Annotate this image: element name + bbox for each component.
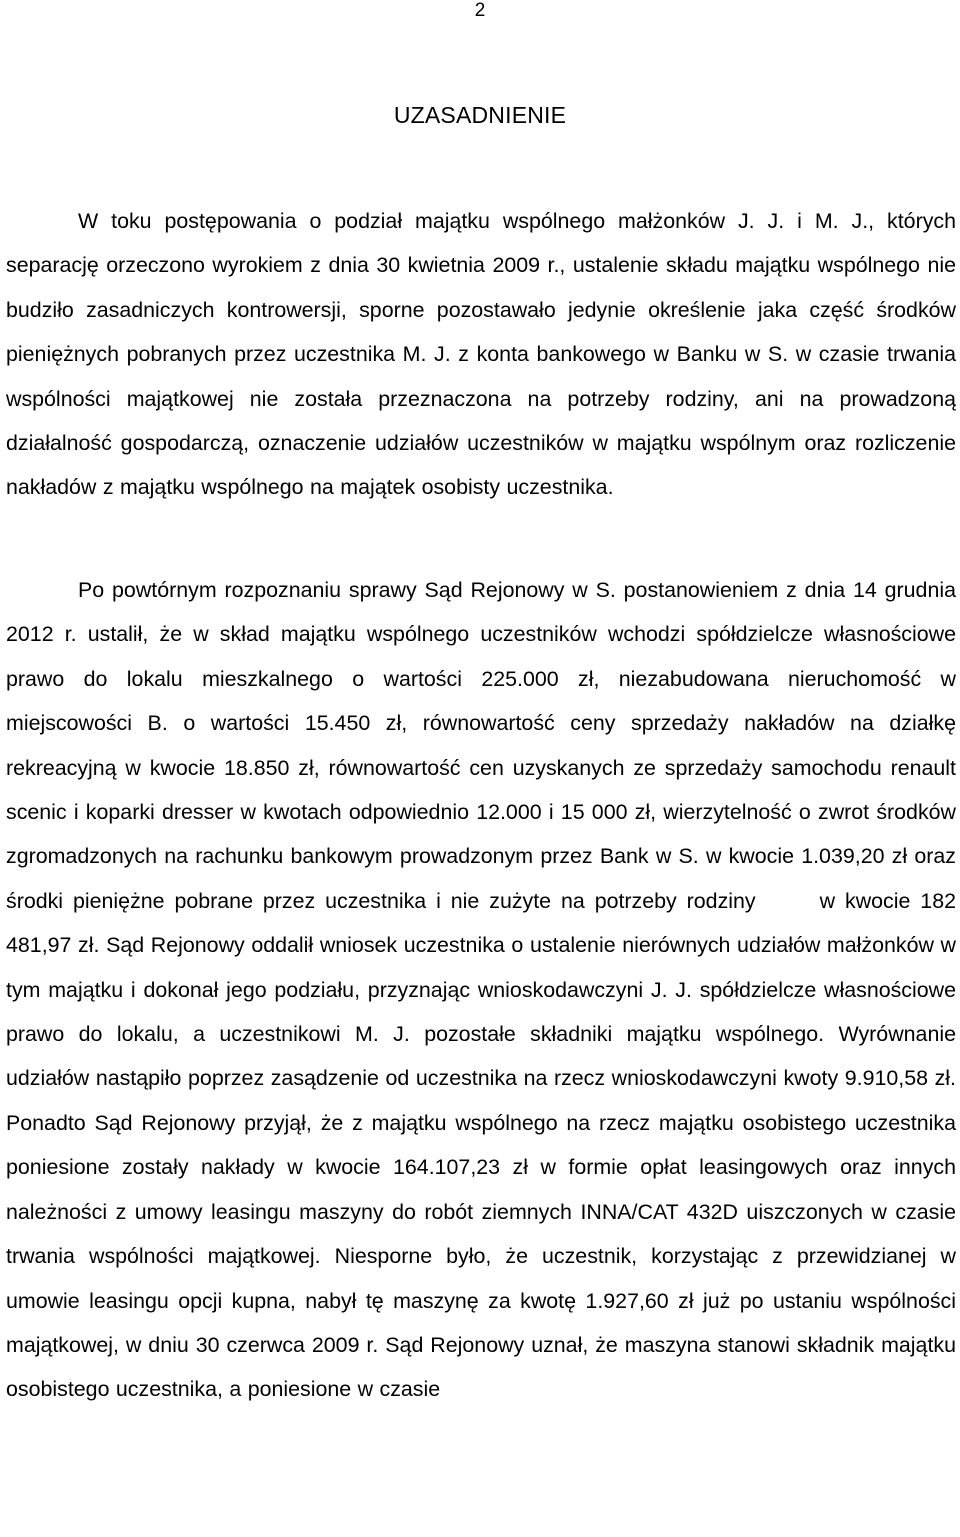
paragraph-2 bbox=[6, 568, 956, 1412]
paragraph-2-text-before-gap: Po powtórnym rozpoznaniu sprawy Sąd Rejonowy w S. postanowieniem z dnia 14 grudnia 2012 r. ustalił, że w skład majątku wspólnego uczestników wchodzi spółdzielcze własnościowe prawo do lokalu mieszkalnego o wartości 225.000 zł, niezabudowana nieruchomość w miejscowości B. o wartości 15.450 zł, równowartość ceny sprzedaży nakładów na działkę rekreacyjną w kwocie 18.850 zł, równowartość cen uzyskanych ze sprzedaży samochodu renault scenic i koparki dresser w kwotach odpowiednio 12.000 i 15 000 zł, wierzytelność o zwrot środków zgromadzonych na rachunku bankowym prowadzonym przez Bank w S. w kwocie 1.039,20 zł oraz środki pieniężne pobrane przez uczestnika i nie zużyte na potrzeby rodziny bbox=[6, 578, 956, 913]
document-heading: UZASADNIENIE bbox=[393, 102, 567, 128]
paragraph-1-text: W toku postępowania o podział majątku wspólnego małżonków J. J. i M. J., których separację orzeczono wyrokiem z dnia 30 kwietnia 2009 r., ustalenie składu majątku wspólnego nie budziło zasadniczych kontrowersji, sporne pozostawało jedynie określenie jaka część środków pieniężnych pobranych przez uczestnika M. J. z konta bankowego w Banku w S. w czasie trwania wspólności majątkowej nie została przeznaczona na potrzeby rodziny, ani na prowadzoną działalność gospodarczą, oznaczenie udziałów uczestników w majątku wspólnym oraz rozliczenie nakładów z majątku wspólnego na majątek osobisty uczestnika. bbox=[6, 209, 956, 500]
paragraph-2-text-after-gap: w kwocie 182 481,97 zł. Sąd Rejonowy oddalił wniosek uczestnika o ustalenie nierównych udziałów małżonków w tym majątku i dokonał jego podziału, przyznając wnioskodawczyni J. J. spółdzielcze własnościowe prawo do lokalu, a uczestnikowi M. J. pozostałe składniki majątku wspólnego. Wyrównanie udziałów nastąpiło poprzez zasądzenie od uczestnika na rzecz wnioskodawczyni kwoty 9.910,58 zł. Ponadto Sąd Rejonowy przyjął, że z majątku wspólnego na rzecz majątku osobistego uczestnika poniesione zostały nakłady w kwocie 164.107,23 zł w formie opłat leasingowych oraz innych należności z umowy leasingu maszyny do robót ziemnych INNA/CAT 432D uiszczonych w czasie trwania wspólności majątkowej. Niesporne było, że uczestnik, korzystając z przewidzianej w umowie leasingu opcji kupna, nabył tę maszynę za kwotę 1.927,60 zł już po ustaniu wspólności majątkowej, w dniu 30 czerwca 2009 r. Sąd Rejonowy uznał, że maszyna stanowi składnik majątku osobistego uczestnika, a poniesione w czasie bbox=[6, 888, 956, 1402]
page-number: 2 bbox=[474, 0, 486, 21]
paragraph-1 bbox=[6, 199, 956, 510]
